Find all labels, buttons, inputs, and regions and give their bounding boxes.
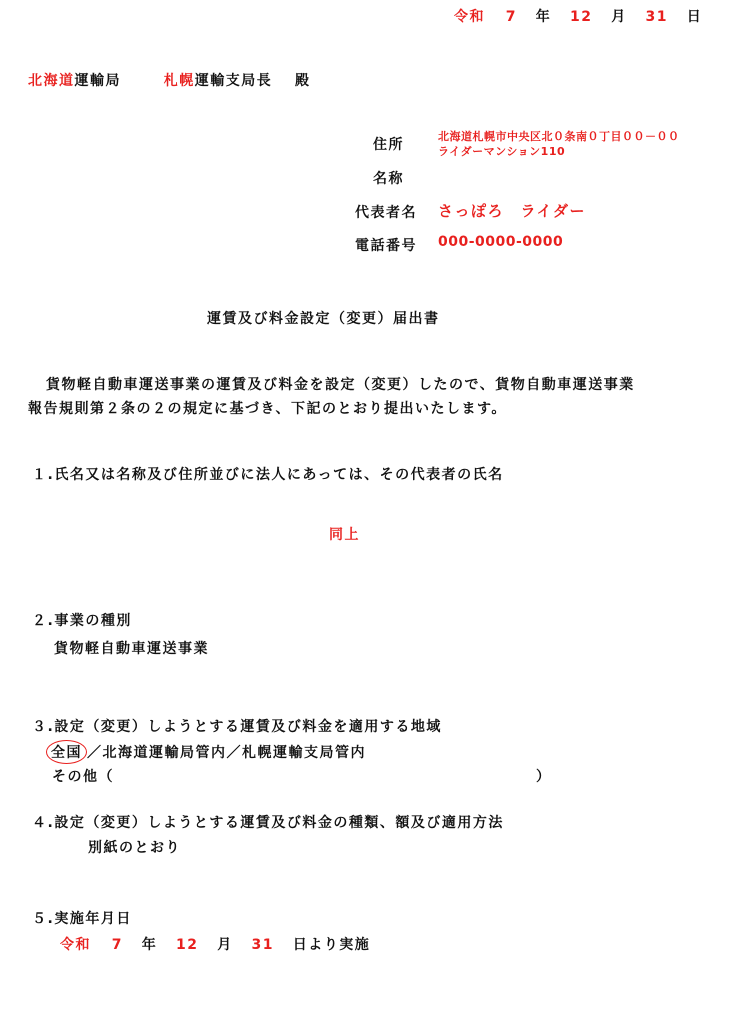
item3-selected-option: 全国 bbox=[46, 740, 87, 764]
phone-label: 電話番号 bbox=[355, 238, 417, 254]
item3-other-options: ／北海道運輸局管内／札幌運輸支局管内 bbox=[87, 745, 366, 761]
item4-heading: ４.設定（変更）しようとする運賃及び料金の種類、額及び適用方法 bbox=[32, 815, 504, 831]
date-month-unit: 月 bbox=[611, 9, 627, 25]
item3-other-close: ） bbox=[536, 769, 552, 785]
submission-date bbox=[454, 6, 702, 26]
addressee-honorific: 殿 bbox=[295, 73, 311, 89]
address-line2: ライダーマンション110 bbox=[438, 145, 566, 158]
item2-heading: ２.事業の種別 bbox=[32, 613, 132, 629]
item4-value: 別紙のとおり bbox=[88, 840, 181, 856]
date-year-unit: 年 bbox=[535, 9, 552, 25]
addressee-office-name: 札幌 bbox=[163, 73, 195, 89]
date-day: 31 bbox=[645, 9, 668, 25]
addressee-region: 北海道 bbox=[28, 73, 75, 89]
item5-day: 31 bbox=[251, 937, 274, 953]
addressee bbox=[28, 70, 311, 90]
item1-value: 同上 bbox=[329, 527, 360, 543]
addressee-bureau: 運輸局 bbox=[74, 73, 121, 89]
item5-day-suffix: 日より実施 bbox=[292, 937, 371, 953]
item5-era: 令和 bbox=[60, 937, 91, 953]
item2-value: 貨物軽自動車運送事業 bbox=[54, 641, 209, 657]
item5-year-unit: 年 bbox=[141, 937, 158, 953]
date-month: 12 bbox=[570, 9, 593, 25]
representative-value: さっぽろ ライダー bbox=[438, 202, 587, 220]
item5-month: 12 bbox=[176, 937, 199, 953]
item1-heading: １.氏名又は名称及び住所並びに法人にあっては、その代表者の氏名 bbox=[32, 467, 504, 483]
item3-heading: ３.設定（変更）しようとする運賃及び料金を適用する地域 bbox=[32, 719, 442, 735]
date-year: 7 bbox=[505, 9, 517, 25]
addressee-office: 運輸支局長 bbox=[194, 73, 273, 89]
item5-heading: ５.実施年月日 bbox=[32, 911, 132, 927]
item3-other-label: その他（ bbox=[52, 769, 114, 785]
intro-line2: 報告規則第２条の２の規定に基づき、下記のとおり提出いたします。 bbox=[28, 401, 507, 417]
item5-date bbox=[60, 934, 370, 954]
representative-label: 代表者名 bbox=[355, 205, 417, 221]
address-label: 住所 bbox=[373, 137, 404, 153]
date-era: 令和 bbox=[454, 9, 485, 25]
address-line1: 北海道札幌市中央区北０条南０丁目００－００ bbox=[438, 130, 680, 143]
item5-year: 7 bbox=[111, 937, 123, 953]
name-label: 名称 bbox=[373, 171, 404, 187]
intro-line1: 貨物軽自動車運送事業の運賃及び料金を設定（変更）したので、貨物自動車運送事業 bbox=[46, 377, 635, 393]
item5-month-unit: 月 bbox=[217, 937, 233, 953]
document-title: 運賃及び料金設定（変更）届出書 bbox=[207, 311, 440, 327]
phone-value: 000-0000-0000 bbox=[438, 234, 564, 250]
item3-options bbox=[52, 740, 366, 764]
date-day-unit: 日 bbox=[686, 9, 703, 25]
